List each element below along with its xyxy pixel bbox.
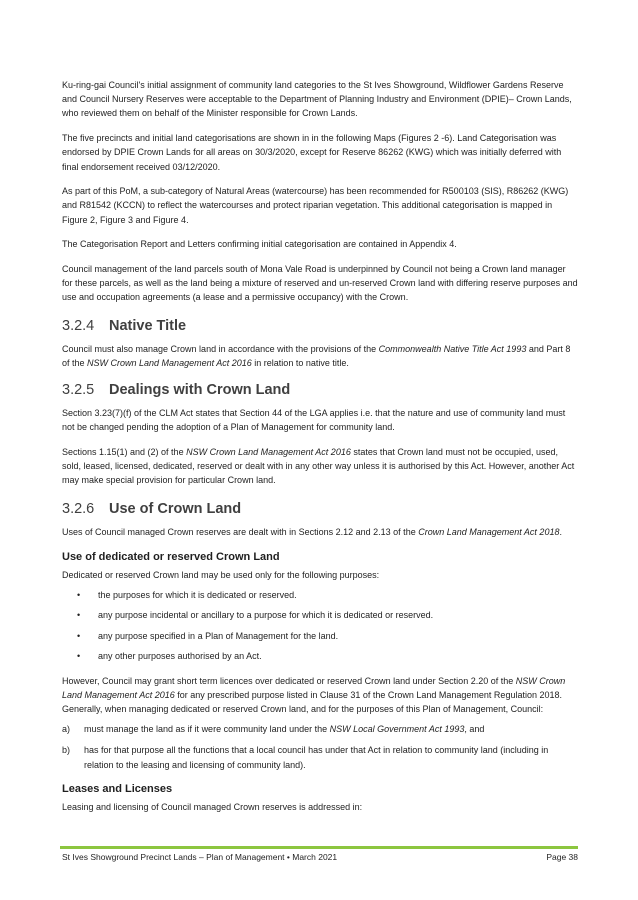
- act-title: NSW Crown Land Management Act 2016: [87, 357, 252, 368]
- list-item: [62, 722, 578, 736]
- list-item: [62, 649, 578, 663]
- list-item: [62, 629, 578, 643]
- text-run: However, Council may grant short term licences over dedicated or reserved Crown land under Section 2.20 of the: [62, 675, 516, 686]
- section-title: Dealings with Crown Land: [109, 382, 291, 399]
- paragraph-categorisation-report: The Categorisation Report and Letters confirming initial categorisation are contained in Appendix 4.: [62, 239, 457, 250]
- paragraph-council-management: Council management of the land parcels south of Mona Vale Road is underpinned by Council not being a Crown land manager for these parcels, as well as the land being a mixture of reserved and un-reserved Crown land with differing reserve purposes and use and occupation agreements (a lease and a permissive occupancy) with the Crown.: [62, 264, 578, 303]
- text-run: , and: [464, 724, 485, 735]
- heading-use-of-crown-land: [62, 501, 578, 517]
- subheading-leases: Leases and Licenses: [62, 782, 173, 795]
- act-title: NSW Local Government Act 1993: [329, 724, 465, 735]
- act-title: Commonwealth Native Title Act 1993: [378, 343, 527, 354]
- act-title: NSW Crown Land Management Act 2016: [186, 446, 351, 457]
- section-number: 3.2.5: [62, 382, 95, 399]
- footer-rule: [60, 846, 578, 849]
- paragraph-dealings-1: Section 3.23(7)(f) of the CLM Act states that Section 44 of the LGA applies i.e. that the nature and use of community land must not be changed pending the adoption of a Plan of Management for community land.: [62, 408, 566, 433]
- list-item-text: has for that purpose all the functions that a local council has under that Act in relation to community land (including in relation to the leasing and licensing of community land).: [84, 745, 549, 770]
- bullet-icon: •: [77, 610, 81, 621]
- section-number: 3.2.6: [62, 500, 95, 517]
- paragraph-initial-categories: Ku-ring-gai Council's initial assignment of community land categories to the St Ives Showground, Wildflower Gardens Reserve and Council Nursery Reserves were acceptable to the Department of Planning Industry and Environment (DPIE)– Crown Lands, who reviewed them on behalf of the Minister responsible for Crown Lands.: [62, 80, 572, 119]
- list-item-text: the purposes for which it is dedicated or reserved.: [98, 589, 297, 600]
- act-title: NSW Crown Land Management Act 2016: [62, 675, 566, 700]
- list-item: [62, 588, 578, 602]
- bullet-icon: •: [77, 651, 81, 662]
- text-run: .: [559, 526, 562, 537]
- section-title: Use of Crown Land: [109, 500, 242, 517]
- list-item-text: any purpose incidental or ancillary to a purpose for which it is dedicated or reserved.: [98, 610, 434, 621]
- text-run: and Part 8 of the: [62, 343, 571, 368]
- paragraph-subcategory: As part of this PoM, a sub-category of Natural Areas (watercourse) has been recommended for R500103 (SIS), R86262 (KWG) and R81542 (KCCN) to reflect the watercourses and protect riparian vegetation. This additional categorisation is mapped in Figure 2, Figure 3 and Figure 4.: [62, 186, 569, 225]
- list-letter: a): [62, 724, 71, 735]
- text-run: Uses of Council managed Crown reserves are dealt with in Sections 2.12 and 2.13 of the: [62, 526, 419, 537]
- paragraph-native-title: [62, 342, 578, 370]
- text-run: must manage the land as if it were community land under the: [84, 724, 330, 735]
- section-title: Native Title: [109, 317, 187, 334]
- subheading-dedicated: Use of dedicated or reserved Crown Land: [62, 550, 280, 563]
- list-item: [62, 743, 578, 771]
- purpose-list: [62, 588, 578, 663]
- paragraph-short-term-licences: [62, 674, 578, 717]
- list-letter: b): [62, 745, 71, 756]
- paragraph-leases: Leasing and licensing of Council managed Crown reserves is addressed in:: [62, 801, 363, 812]
- text-run: Sections 1.15(1) and (2) of the: [62, 446, 187, 457]
- list-item-text: any other purposes authorised by an Act.: [98, 651, 262, 662]
- paragraph-dedicated-intro: Dedicated or reserved Crown land may be used only for the following purposes:: [62, 569, 380, 580]
- text-run: for any prescribed purpose listed in Clause 31 of the Crown Land Management Regulation 2018. Generally, when managing dedicated or reserved Crown land, and for the purposes of this Plan of Management, Council:: [62, 689, 562, 714]
- list-item: [62, 608, 578, 622]
- council-obligations-list: [62, 722, 578, 772]
- heading-dealings: [62, 382, 578, 398]
- section-number: 3.2.4: [62, 317, 95, 334]
- text-run: states that Crown land must not be occupied, used, sold, leased, licensed, dedicated, reserved or dealt with in any other way unless it is authorised by this Act. However, another Act may make special provision for particular Crown land.: [62, 446, 575, 486]
- paragraph-dealings-2: [62, 445, 578, 488]
- page-number: Page 38: [546, 852, 578, 862]
- document-body: [62, 78, 578, 814]
- paragraph-precincts: The five precincts and initial land categorisations are shown in in the following Maps (Figures 2 -6). Land Categorisation was endorsed by DPIE Crown Lands for all areas on 30/3/2020, except for Reserve 86262 (KWG) which was initially deferred with final endorsement received 03/12/2020.: [62, 133, 562, 172]
- act-title: Crown Land Management Act 2018: [418, 526, 560, 537]
- footer-document-title: St Ives Showground Precinct Lands – Plan of Management • March 2021: [62, 852, 338, 862]
- heading-native-title: [62, 318, 578, 334]
- bullet-icon: •: [77, 589, 81, 600]
- list-item-text: any purpose specified in a Plan of Management for the land.: [98, 630, 339, 641]
- paragraph-use-crown: [62, 525, 578, 539]
- bullet-icon: •: [77, 630, 81, 641]
- text-run: in relation to native title.: [251, 357, 349, 368]
- text-run: Council must also manage Crown land in accordance with the provisions of the: [62, 343, 379, 354]
- page-footer: [62, 852, 578, 862]
